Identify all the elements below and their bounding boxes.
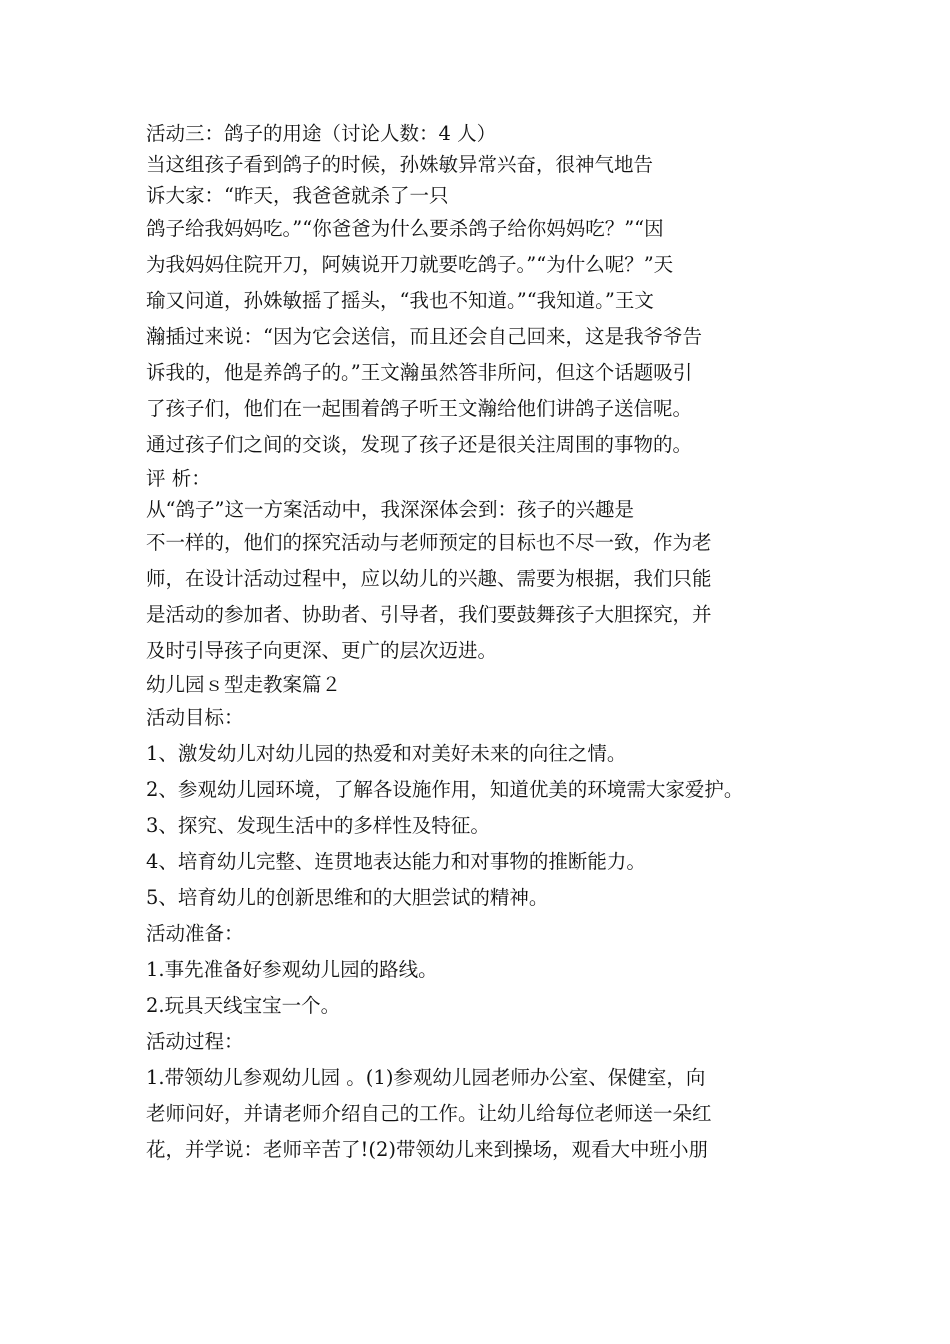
line-list-item: 2.玩具天线宝宝一个。 — [146, 994, 341, 1017]
line-paragraph: 是活动的参加者、协助者、引导者，我们要鼓舞孩子大胆探究，并 — [146, 603, 712, 626]
line-paragraph: 花，并学说：老师辛苦了!(2)带领幼儿来到操场，观看大中班小朋 — [146, 1138, 708, 1161]
line-paragraph: 师，在设计活动过程中，应以幼儿的兴趣、需要为根据，我们只能 — [146, 567, 712, 590]
line-heading-lesson-plan-2: 幼儿园ｓ型走教案篇２ — [146, 673, 342, 696]
line-paragraph: 当这组孩子看到鸽子的时候，孙姝敏异常兴奋，很神气地告 — [146, 153, 654, 176]
line-paragraph: 瀚插过来说：“因为它会送信，而且还会自己回来，这是我爷爷告 — [146, 325, 702, 348]
line-paragraph: 鸽子给我妈妈吃。”“你爸爸为什么要杀鸽子给你妈妈吃？”“因 — [146, 217, 664, 240]
line-paragraph: 不一样的，他们的探究活动与老师预定的目标也不尽一致，作为老 — [146, 531, 712, 554]
line-heading-activity-3: 活动三：鸽子的用途（讨论人数：4 人） — [146, 122, 497, 145]
line-paragraph: 通过孩子们之间的交谈，发现了孩子还是很关注周围的事物的。 — [146, 433, 693, 456]
line-paragraph: 了孩子们，他们在一起围着鸽子听王文瀚给他们讲鸽子送信呢。 — [146, 397, 693, 420]
line-list-item: 5、培育幼儿的创新思维和的大胆尝试的精神。 — [146, 886, 549, 909]
line-list-item: 3、探究、发现生活中的多样性及特征。 — [146, 814, 490, 837]
line-heading-preparation: 活动准备： — [146, 922, 244, 945]
line-heading-process: 活动过程： — [146, 1030, 244, 1053]
line-paragraph: 及时引导孩子向更深、更广的层次迈进。 — [146, 639, 498, 662]
line-heading-goals: 活动目标： — [146, 706, 244, 729]
line-paragraph: 从“鸽子”这一方案活动中，我深深体会到：孩子的兴趣是 — [146, 498, 634, 521]
line-paragraph: 1.带领幼儿参观幼儿园 。(1)参观幼儿园老师办公室、保健室，向 — [146, 1066, 706, 1089]
line-list-item: 4、培育幼儿完整、连贯地表达能力和对事物的推断能力。 — [146, 850, 646, 873]
line-list-item: 1、激发幼儿对幼儿园的热爱和对美好未来的向往之情。 — [146, 742, 627, 765]
line-heading-analysis: 评 析： — [146, 467, 211, 490]
line-paragraph: 瑜又问道，孙姝敏摇了摇头，“我也不知道。”“我知道。”王文 — [146, 289, 654, 312]
line-list-item: 1.事先准备好参观幼儿园的路线。 — [146, 958, 438, 981]
line-paragraph: 诉我的，他是养鸽子的。”王文瀚虽然答非所问，但这个话题吸引 — [146, 361, 693, 384]
line-paragraph: 为我妈妈住院开刀，阿姨说开刀就要吃鸽子。”“为什么呢？”天 — [146, 253, 674, 276]
line-paragraph: 诉大家：“昨天，我爸爸就杀了一只 — [146, 184, 449, 207]
document-body — [146, 118, 826, 1168]
line-list-item: 2、参观幼儿园环境，了解各设施作用，知道优美的环境需大家爱护。 — [146, 778, 744, 801]
line-paragraph: 老师问好，并请老师介绍自己的工作。让幼儿给每位老师送一朵红 — [146, 1102, 712, 1125]
